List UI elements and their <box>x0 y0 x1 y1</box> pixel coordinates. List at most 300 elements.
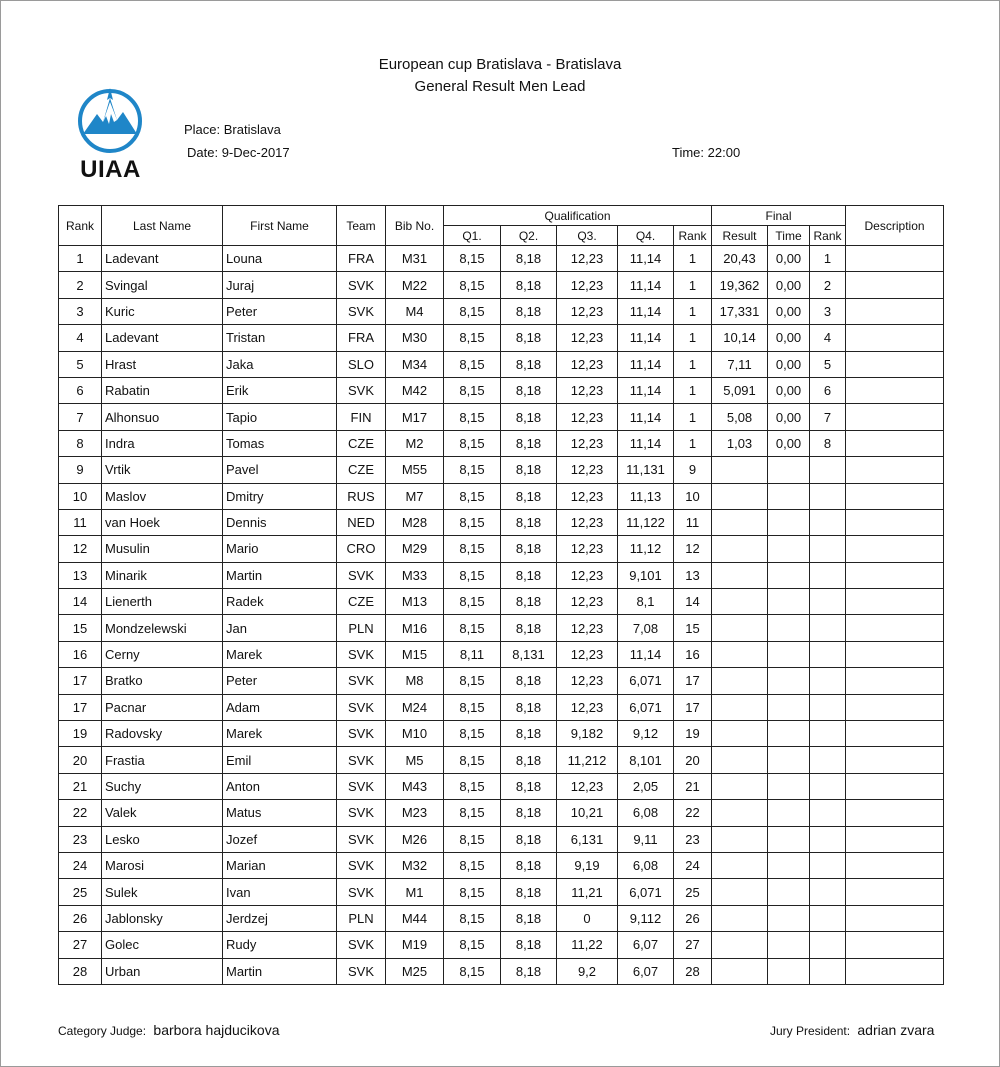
last-name-cell: Pacnar <box>102 694 223 720</box>
description-cell <box>846 536 944 562</box>
bib-cell: M22 <box>386 272 444 298</box>
team-cell: NED <box>337 509 386 535</box>
final-rank-cell <box>810 958 846 984</box>
q1-cell: 8,15 <box>444 536 501 562</box>
final-time-cell <box>768 483 810 509</box>
last-name-cell: Bratko <box>102 668 223 694</box>
rank-cell: 7 <box>59 404 102 430</box>
rank-cell: 11 <box>59 509 102 535</box>
final-result-cell <box>712 668 768 694</box>
q3-cell: 12,23 <box>557 246 618 272</box>
qual-rank-cell: 1 <box>674 377 712 403</box>
rank-cell: 24 <box>59 852 102 878</box>
table-row <box>59 694 944 720</box>
final-rank-cell: 7 <box>810 404 846 430</box>
table-row <box>59 377 944 403</box>
final-result-cell: 7,11 <box>712 351 768 377</box>
bib-cell: M24 <box>386 694 444 720</box>
col-final-rank-header: Rank <box>810 226 846 246</box>
first-name-cell: Tomas <box>223 430 337 456</box>
place-value: Bratislava <box>223 122 281 137</box>
qual-rank-cell: 16 <box>674 641 712 667</box>
q2-cell: 8,18 <box>501 852 557 878</box>
qual-rank-cell: 17 <box>674 694 712 720</box>
bib-cell: M23 <box>386 800 444 826</box>
table-row <box>59 800 944 826</box>
final-result-cell <box>712 536 768 562</box>
final-time-cell <box>768 905 810 931</box>
first-name-cell: Jan <box>223 615 337 641</box>
table-row <box>59 773 944 799</box>
last-name-cell: Marosi <box>102 852 223 878</box>
team-cell: SVK <box>337 879 386 905</box>
bib-cell: M13 <box>386 589 444 615</box>
q2-cell: 8,18 <box>501 509 557 535</box>
q1-cell: 8,15 <box>444 430 501 456</box>
description-cell <box>846 773 944 799</box>
final-rank-cell <box>810 747 846 773</box>
q4-cell: 11,12 <box>618 536 674 562</box>
bib-cell: M28 <box>386 509 444 535</box>
table-row <box>59 483 944 509</box>
team-cell: SVK <box>337 668 386 694</box>
final-rank-cell: 8 <box>810 430 846 456</box>
col-rank-header: Rank <box>59 206 102 246</box>
final-rank-cell <box>810 800 846 826</box>
team-cell: SVK <box>337 377 386 403</box>
last-name-cell: Hrast <box>102 351 223 377</box>
final-result-cell <box>712 958 768 984</box>
qual-rank-cell: 12 <box>674 536 712 562</box>
bib-cell: M17 <box>386 404 444 430</box>
rank-cell: 8 <box>59 430 102 456</box>
table-row <box>59 879 944 905</box>
description-cell <box>846 272 944 298</box>
q4-cell: 11,14 <box>618 298 674 324</box>
final-time-cell <box>768 879 810 905</box>
final-result-cell <box>712 773 768 799</box>
col-final-time-header: Time <box>768 226 810 246</box>
last-name-cell: Ladevant <box>102 246 223 272</box>
q3-cell: 9,2 <box>557 958 618 984</box>
qual-rank-cell: 15 <box>674 615 712 641</box>
table-row <box>59 958 944 984</box>
q4-cell: 11,14 <box>618 404 674 430</box>
q4-cell: 2,05 <box>618 773 674 799</box>
last-name-cell: Alhonsuo <box>102 404 223 430</box>
team-cell: SVK <box>337 826 386 852</box>
q2-cell: 8,18 <box>501 430 557 456</box>
bib-cell: M43 <box>386 773 444 799</box>
col-final-result-header: Result <box>712 226 768 246</box>
qual-rank-cell: 1 <box>674 272 712 298</box>
rank-cell: 2 <box>59 272 102 298</box>
col-q4-header: Q4. <box>618 226 674 246</box>
first-name-cell: Martin <box>223 958 337 984</box>
final-time-cell <box>768 509 810 535</box>
final-time-cell <box>768 694 810 720</box>
q4-cell: 11,14 <box>618 641 674 667</box>
rank-cell: 19 <box>59 721 102 747</box>
uiaa-logo <box>73 84 148 184</box>
first-name-cell: Adam <box>223 694 337 720</box>
rank-cell: 10 <box>59 483 102 509</box>
jury-president <box>770 1022 934 1038</box>
description-cell <box>846 377 944 403</box>
q3-cell: 0 <box>557 905 618 931</box>
last-name-cell: Sulek <box>102 879 223 905</box>
q2-cell: 8,18 <box>501 905 557 931</box>
q2-cell: 8,18 <box>501 879 557 905</box>
q1-cell: 8,15 <box>444 721 501 747</box>
team-cell: CZE <box>337 589 386 615</box>
qual-rank-cell: 1 <box>674 246 712 272</box>
q4-cell: 11,14 <box>618 325 674 351</box>
bib-cell: M55 <box>386 457 444 483</box>
q3-cell: 11,212 <box>557 747 618 773</box>
qual-rank-cell: 1 <box>674 404 712 430</box>
final-result-cell <box>712 509 768 535</box>
rank-cell: 23 <box>59 826 102 852</box>
jury-president-label: Jury President: <box>770 1024 851 1038</box>
q4-cell: 6,071 <box>618 879 674 905</box>
first-name-cell: Emil <box>223 747 337 773</box>
first-name-cell: Ivan <box>223 879 337 905</box>
final-rank-cell <box>810 457 846 483</box>
q1-cell: 8,15 <box>444 747 501 773</box>
final-result-cell <box>712 457 768 483</box>
first-name-cell: Tristan <box>223 325 337 351</box>
bib-cell: M44 <box>386 905 444 931</box>
category-judge-name: barbora hajducikova <box>153 1022 280 1038</box>
first-name-cell: Erik <box>223 377 337 403</box>
table-row <box>59 721 944 747</box>
q3-cell: 12,23 <box>557 615 618 641</box>
category-judge <box>58 1022 280 1038</box>
q3-cell: 9,182 <box>557 721 618 747</box>
time-line <box>672 145 740 160</box>
rank-cell: 22 <box>59 800 102 826</box>
final-result-cell <box>712 879 768 905</box>
first-name-cell: Tapio <box>223 404 337 430</box>
q4-cell: 6,08 <box>618 852 674 878</box>
first-name-cell: Peter <box>223 668 337 694</box>
q4-cell: 11,14 <box>618 246 674 272</box>
final-group-header: Final <box>712 206 846 226</box>
q2-cell: 8,18 <box>501 721 557 747</box>
qual-rank-cell: 23 <box>674 826 712 852</box>
table-row <box>59 826 944 852</box>
q2-cell: 8,18 <box>501 351 557 377</box>
q1-cell: 8,15 <box>444 246 501 272</box>
qual-rank-cell: 17 <box>674 668 712 694</box>
last-name-cell: Indra <box>102 430 223 456</box>
q2-cell: 8,18 <box>501 298 557 324</box>
q2-cell: 8,18 <box>501 272 557 298</box>
q2-cell: 8,18 <box>501 747 557 773</box>
col-qual-rank-header: Rank <box>674 226 712 246</box>
final-result-cell <box>712 615 768 641</box>
q3-cell: 12,23 <box>557 325 618 351</box>
description-cell <box>846 615 944 641</box>
final-result-cell <box>712 800 768 826</box>
time-label: Time: <box>672 145 705 160</box>
q1-cell: 8,15 <box>444 615 501 641</box>
col-first-name-header: First Name <box>223 206 337 246</box>
q3-cell: 12,23 <box>557 272 618 298</box>
q1-cell: 8,15 <box>444 932 501 958</box>
last-name-cell: Musulin <box>102 536 223 562</box>
final-time-cell <box>768 641 810 667</box>
team-cell: SVK <box>337 562 386 588</box>
q1-cell: 8,15 <box>444 826 501 852</box>
q2-cell: 8,18 <box>501 668 557 694</box>
team-cell: PLN <box>337 905 386 931</box>
final-rank-cell: 2 <box>810 272 846 298</box>
q3-cell: 6,131 <box>557 826 618 852</box>
qual-rank-cell: 13 <box>674 562 712 588</box>
team-cell: FRA <box>337 325 386 351</box>
q1-cell: 8,11 <box>444 641 501 667</box>
final-result-cell <box>712 721 768 747</box>
final-time-cell: 0,00 <box>768 325 810 351</box>
last-name-cell: Suchy <box>102 773 223 799</box>
q3-cell: 12,23 <box>557 562 618 588</box>
col-bib-header: Bib No. <box>386 206 444 246</box>
q2-cell: 8,131 <box>501 641 557 667</box>
last-name-cell: Cerny <box>102 641 223 667</box>
last-name-cell: Valek <box>102 800 223 826</box>
qual-rank-cell: 1 <box>674 298 712 324</box>
final-rank-cell <box>810 826 846 852</box>
rank-cell: 12 <box>59 536 102 562</box>
qual-rank-cell: 27 <box>674 932 712 958</box>
final-time-cell <box>768 747 810 773</box>
team-cell: FIN <box>337 404 386 430</box>
q4-cell: 8,1 <box>618 589 674 615</box>
final-result-cell <box>712 589 768 615</box>
rank-cell: 1 <box>59 246 102 272</box>
time-value: 22:00 <box>707 145 741 160</box>
qual-rank-cell: 14 <box>674 589 712 615</box>
rank-cell: 17 <box>59 668 102 694</box>
rank-cell: 15 <box>59 615 102 641</box>
col-q3-header: Q3. <box>557 226 618 246</box>
bib-cell: M4 <box>386 298 444 324</box>
final-time-cell <box>768 668 810 694</box>
final-time-cell: 0,00 <box>768 272 810 298</box>
last-name-cell: Radovsky <box>102 721 223 747</box>
team-cell: SLO <box>337 351 386 377</box>
q2-cell: 8,18 <box>501 589 557 615</box>
first-name-cell: Marian <box>223 852 337 878</box>
final-result-cell <box>712 826 768 852</box>
q2-cell: 8,18 <box>501 246 557 272</box>
q2-cell: 8,18 <box>501 377 557 403</box>
description-cell <box>846 483 944 509</box>
last-name-cell: Golec <box>102 932 223 958</box>
q3-cell: 12,23 <box>557 404 618 430</box>
final-rank-cell <box>810 852 846 878</box>
q1-cell: 8,15 <box>444 879 501 905</box>
bib-cell: M30 <box>386 325 444 351</box>
final-rank-cell: 4 <box>810 325 846 351</box>
q4-cell: 11,13 <box>618 483 674 509</box>
bib-cell: M19 <box>386 932 444 958</box>
table-row <box>59 404 944 430</box>
first-name-cell: Jaka <box>223 351 337 377</box>
final-time-cell: 0,00 <box>768 430 810 456</box>
description-cell <box>846 958 944 984</box>
q2-cell: 8,18 <box>501 562 557 588</box>
q2-cell: 8,18 <box>501 800 557 826</box>
qual-rank-cell: 1 <box>674 430 712 456</box>
table-row <box>59 852 944 878</box>
last-name-cell: Svingal <box>102 272 223 298</box>
q2-cell: 8,18 <box>501 694 557 720</box>
bib-cell: M8 <box>386 668 444 694</box>
last-name-cell: Ladevant <box>102 325 223 351</box>
col-description-header: Description <box>846 206 944 246</box>
q4-cell: 8,101 <box>618 747 674 773</box>
final-rank-cell <box>810 694 846 720</box>
team-cell: SVK <box>337 958 386 984</box>
rank-cell: 25 <box>59 879 102 905</box>
table-row <box>59 641 944 667</box>
description-cell <box>846 668 944 694</box>
q4-cell: 6,071 <box>618 668 674 694</box>
final-result-cell <box>712 562 768 588</box>
final-result-cell <box>712 694 768 720</box>
q4-cell: 11,14 <box>618 351 674 377</box>
q4-cell: 6,07 <box>618 932 674 958</box>
first-name-cell: Jerdzej <box>223 905 337 931</box>
table-row <box>59 747 944 773</box>
bib-cell: M42 <box>386 377 444 403</box>
q1-cell: 8,15 <box>444 668 501 694</box>
description-cell <box>846 562 944 588</box>
bib-cell: M33 <box>386 562 444 588</box>
final-result-cell: 5,091 <box>712 377 768 403</box>
final-time-cell <box>768 615 810 641</box>
q4-cell: 6,07 <box>618 958 674 984</box>
team-cell: SVK <box>337 747 386 773</box>
first-name-cell: Dmitry <box>223 483 337 509</box>
first-name-cell: Marek <box>223 641 337 667</box>
final-time-cell <box>768 457 810 483</box>
q1-cell: 8,15 <box>444 562 501 588</box>
q3-cell: 12,23 <box>557 377 618 403</box>
rank-cell: 5 <box>59 351 102 377</box>
rank-cell: 20 <box>59 747 102 773</box>
final-rank-cell <box>810 562 846 588</box>
team-cell: FRA <box>337 246 386 272</box>
col-team-header: Team <box>337 206 386 246</box>
rank-cell: 4 <box>59 325 102 351</box>
team-cell: SVK <box>337 641 386 667</box>
qual-rank-cell: 19 <box>674 721 712 747</box>
last-name-cell: Maslov <box>102 483 223 509</box>
final-result-cell: 20,43 <box>712 246 768 272</box>
table-row <box>59 430 944 456</box>
description-cell <box>846 826 944 852</box>
q2-cell: 8,18 <box>501 773 557 799</box>
first-name-cell: Marek <box>223 721 337 747</box>
q3-cell: 12,23 <box>557 589 618 615</box>
final-time-cell <box>768 958 810 984</box>
q1-cell: 8,15 <box>444 694 501 720</box>
team-cell: SVK <box>337 800 386 826</box>
q1-cell: 8,15 <box>444 404 501 430</box>
q3-cell: 12,23 <box>557 430 618 456</box>
description-cell <box>846 852 944 878</box>
final-result-cell: 17,331 <box>712 298 768 324</box>
bib-cell: M25 <box>386 958 444 984</box>
bib-cell: M26 <box>386 826 444 852</box>
final-time-cell <box>768 536 810 562</box>
description-cell <box>846 404 944 430</box>
date-value: 9-Dec-2017 <box>221 145 290 160</box>
final-rank-cell <box>810 483 846 509</box>
final-rank-cell <box>810 668 846 694</box>
last-name-cell: Urban <box>102 958 223 984</box>
qual-rank-cell: 1 <box>674 325 712 351</box>
q4-cell: 7,08 <box>618 615 674 641</box>
final-rank-cell <box>810 773 846 799</box>
q4-cell: 6,071 <box>618 694 674 720</box>
rank-cell: 27 <box>59 932 102 958</box>
last-name-cell: van Hoek <box>102 509 223 535</box>
description-cell <box>846 589 944 615</box>
table-row <box>59 509 944 535</box>
final-result-cell <box>712 641 768 667</box>
team-cell: SVK <box>337 298 386 324</box>
first-name-cell: Mario <box>223 536 337 562</box>
final-rank-cell <box>810 536 846 562</box>
first-name-cell: Peter <box>223 298 337 324</box>
bib-cell: M7 <box>386 483 444 509</box>
first-name-cell: Jozef <box>223 826 337 852</box>
bib-cell: M29 <box>386 536 444 562</box>
rank-cell: 16 <box>59 641 102 667</box>
final-result-cell: 10,14 <box>712 325 768 351</box>
q1-cell: 8,15 <box>444 325 501 351</box>
description-cell <box>846 325 944 351</box>
team-cell: RUS <box>337 483 386 509</box>
final-result-cell <box>712 932 768 958</box>
q2-cell: 8,18 <box>501 325 557 351</box>
q1-cell: 8,15 <box>444 298 501 324</box>
q3-cell: 12,23 <box>557 694 618 720</box>
last-name-cell: Frastia <box>102 747 223 773</box>
final-rank-cell <box>810 932 846 958</box>
q3-cell: 12,23 <box>557 351 618 377</box>
last-name-cell: Mondzelewski <box>102 615 223 641</box>
final-rank-cell <box>810 879 846 905</box>
final-rank-cell <box>810 905 846 931</box>
description-cell <box>846 641 944 667</box>
q1-cell: 8,15 <box>444 272 501 298</box>
first-name-cell: Radek <box>223 589 337 615</box>
q4-cell: 9,101 <box>618 562 674 588</box>
uiaa-mountain-logo-icon <box>73 84 148 154</box>
final-result-cell: 1,03 <box>712 430 768 456</box>
place-line <box>184 122 281 137</box>
q1-cell: 8,15 <box>444 483 501 509</box>
table-row <box>59 562 944 588</box>
document-subtitle: General Result Men Lead <box>414 78 586 95</box>
bib-cell: M31 <box>386 246 444 272</box>
